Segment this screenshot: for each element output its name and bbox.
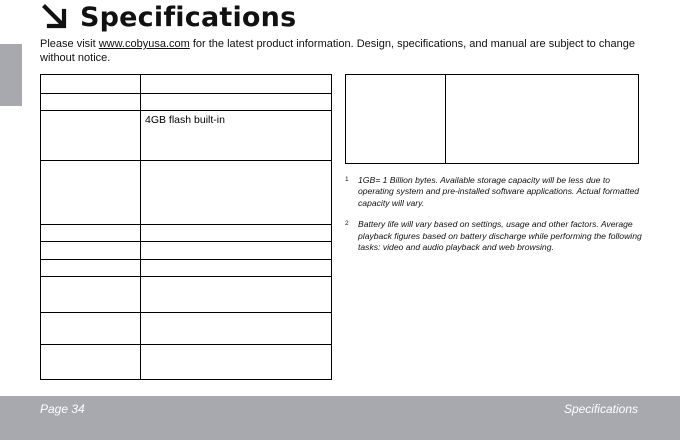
spec-label [41, 260, 141, 277]
spec-value [446, 75, 639, 164]
spec-label [41, 313, 141, 345]
spec-label [41, 111, 141, 161]
page-number: Page 34 [40, 402, 85, 416]
intro-paragraph [40, 38, 640, 65]
intro-suffix: for the latest product information. Design, specifications, and manual are subject to change without notice. [40, 38, 635, 64]
table-row [41, 111, 332, 161]
spec-table-right [345, 74, 639, 164]
spec-label [346, 75, 446, 164]
spec-value [141, 225, 332, 242]
spec-value [141, 75, 332, 94]
website-link[interactable]: www.cobyusa.com [98, 38, 190, 50]
table-row [346, 75, 639, 164]
spec-value [141, 277, 332, 313]
spec-label [41, 225, 141, 242]
page-title: Specifications [80, 1, 297, 33]
table-row [41, 225, 332, 242]
spec-label [41, 277, 141, 313]
footnote-mark: 2 [345, 220, 349, 228]
spec-value [141, 260, 332, 277]
section-name: Specifications [563, 402, 638, 416]
spec-label [41, 345, 141, 380]
footnotes [345, 175, 645, 263]
footnote-text: 1GB= 1 Billion bytes. Available storage capacity will be less due to operating system and pre-installed software applications. Actual formatted capacity will vary. [358, 175, 640, 208]
spec-value [141, 313, 332, 345]
spec-value: 4GB flash built-in [141, 111, 332, 161]
spec-value [141, 242, 332, 260]
spec-value [141, 94, 332, 111]
intro-prefix: Please visit [40, 38, 99, 50]
arrow-down-right-icon [40, 2, 70, 32]
footnote [345, 175, 645, 209]
footnote-text: Battery life will vary based on settings, usage and other factors. Average playback figures based on battery discharge while performing the following tasks: video and audio playback and web browsing. [358, 219, 642, 253]
spec-label [41, 242, 141, 260]
table-row [41, 75, 332, 94]
table-row [41, 345, 332, 380]
footnote [345, 219, 645, 253]
section-tab-marker [0, 44, 22, 106]
footnote-mark: 1 [345, 176, 349, 183]
table-row [41, 260, 332, 277]
spec-value [141, 161, 332, 225]
table-row [41, 242, 332, 260]
page-title-row [40, 0, 296, 34]
table-row [41, 161, 332, 225]
spec-value [141, 345, 332, 380]
table-row [41, 313, 332, 345]
table-row [41, 94, 332, 111]
page-footer [0, 396, 680, 440]
spec-label [41, 94, 141, 111]
spec-table-left [40, 74, 332, 380]
table-row [41, 277, 332, 313]
spec-label [41, 75, 141, 94]
spec-label [41, 161, 141, 225]
